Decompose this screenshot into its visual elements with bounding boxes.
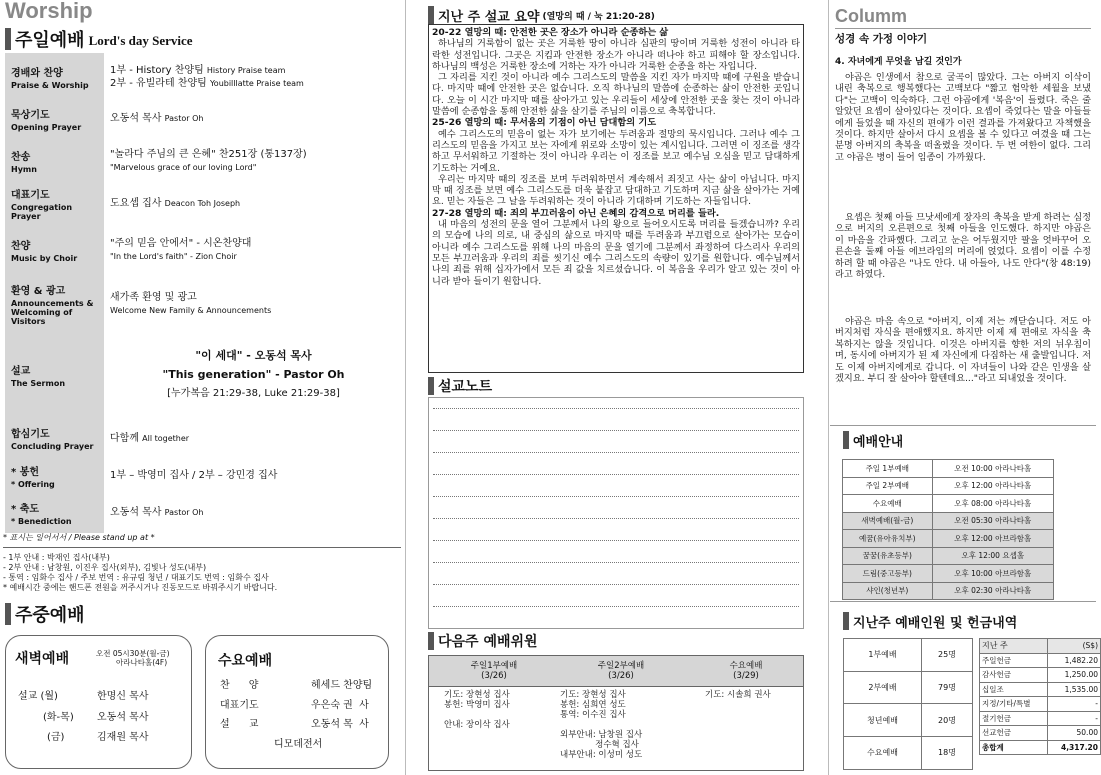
stats-title: 지난주 예배인원 및 헌금내역 <box>853 615 1018 631</box>
schedule-time: 오후 08:00 아라나타홀 <box>932 495 1053 513</box>
service-label-en: Opening Prayer <box>11 122 82 132</box>
stats-area <box>843 638 1098 769</box>
note-rule <box>433 452 799 453</box>
duty-line: 봉헌: 심희연 성도 <box>560 700 626 710</box>
service-value-line <box>110 250 397 263</box>
dawn-day: (화-목) <box>43 712 74 723</box>
duty-col-head: 수요예배 (3/29) <box>729 661 763 681</box>
duty-line: 기도: 시솔희 권사 <box>705 690 771 700</box>
value-english: History Praise team <box>206 65 286 75</box>
service-label <box>5 492 104 533</box>
service-row <box>5 492 403 533</box>
schedule-service: 꿈꿈(유초등부) <box>843 547 933 565</box>
summary-subheading: 20-22 열망의 때: 안전한 곳은 장소가 아니라 순종하는 삶 <box>432 27 669 38</box>
dawn-day: 설교 (월) <box>18 691 58 702</box>
service-label-en: Music by Choir <box>11 253 78 263</box>
note-line: - 통역 : 임화수 집사 / 주보 번역 : 유규림 청년 / 대표기도 번역 : 임화수 집사 <box>3 573 269 582</box>
sunday-service-heading <box>5 27 193 51</box>
service-label-en: Announcements & Welcoming of Visitors <box>11 299 94 326</box>
left-column <box>0 0 404 775</box>
duty-title: 다음주 예배위원 <box>438 634 538 650</box>
wed-role: 대표기도 <box>220 700 259 711</box>
service-value <box>104 223 403 276</box>
duty-line: 외부안내: 남창원 집사 <box>560 730 643 740</box>
service-value-line <box>110 161 397 174</box>
service-label-ko: 대표기도 <box>11 190 50 201</box>
duty-line <box>444 710 510 720</box>
heading-ko: 주일예배 <box>15 30 85 51</box>
attendance-count: 20명 <box>922 704 973 737</box>
service-label-en: Hymn <box>11 164 37 174</box>
weekday-heading <box>5 602 85 626</box>
stand-note: * 표시는 일어서서 / Please stand up at * <box>3 533 155 542</box>
attendance-row <box>844 671 973 704</box>
offering-type: 총합계 <box>980 740 1048 755</box>
schedule-row <box>843 477 1054 495</box>
schedule-service: 예꿈(유아유치부) <box>843 530 933 548</box>
schedule-service: 샤인(청년부) <box>843 582 933 600</box>
worship-title: Worship <box>5 0 93 23</box>
value-text: 2부 - 유빌라테 찬양팀 <box>110 77 210 89</box>
sermon-note-area[interactable] <box>428 397 804 629</box>
offering-type: 감사헌금 <box>980 668 1048 683</box>
duty-table <box>428 655 804 771</box>
offering-table <box>979 638 1101 755</box>
schedule-service: 주일 1부예배 <box>843 460 933 478</box>
service-row <box>5 276 403 332</box>
summary-subheading: 27-28 열망의 때: 죄의 부끄러움이 아닌 은혜의 감격으로 머리를 들라. <box>432 207 720 219</box>
duty-heading <box>428 629 538 653</box>
sermon-scripture: [누가복음 21:29-38, Luke 21:29-38] <box>167 388 340 399</box>
service-row <box>5 53 403 100</box>
sermon-info <box>110 346 397 403</box>
note-rule <box>433 584 799 585</box>
attendance-row <box>844 704 973 737</box>
column-title: Columm <box>835 6 907 26</box>
service-label <box>5 223 104 276</box>
service-value <box>104 100 403 137</box>
schedule-service: 주일 2부예배 <box>843 477 933 495</box>
offering-amount: - <box>1047 697 1100 712</box>
dawn-preacher: 한명신 목사 <box>97 691 149 702</box>
service-label-ko: 환영 & 광고 <box>11 286 66 297</box>
attendance-row <box>844 639 973 672</box>
value-text: "주의 믿음 안에서" - 시온찬양대 <box>110 237 252 249</box>
service-label <box>5 276 104 332</box>
schedule-time: 오전 05:30 아라나타홀 <box>932 512 1053 530</box>
wed-person: 헤세드 찬양팀 <box>311 680 373 691</box>
value-english: Welcome New Family & Announcements <box>110 306 272 315</box>
value-english: Deacon Toh Joseph <box>164 199 241 208</box>
offering-row <box>980 726 1101 741</box>
value-text: 새가족 환영 및 광고 <box>110 292 197 303</box>
schedule-title: 예배안내 <box>853 434 904 450</box>
attendance-service: 1부예배 <box>844 639 922 672</box>
service-value-line <box>110 506 397 519</box>
dawn-service-box <box>5 635 192 769</box>
note-rule <box>433 430 799 431</box>
value-english: Pastor Oh <box>164 508 204 517</box>
service-value <box>104 137 403 184</box>
story-paragraph: 야곱은 인생에서 참으로 굴곡이 많았다. 그는 아버지 이삭이 내린 축복으로 행복했다는 고백보다 "짧고 험악한 세월을 보냈다"는 고백이 익숙하다. 그런 야곱에게 '복음'이 들렸다. 죽은 줄 알았던 요셉이 살아있다는 것이다. 요셉이 죽었다는 말을 아들들에게 들었을 때 자신의 편애가 이런 결과를 가져왔다고 자책했을 것이다. 하지만 살아서 다시 요셉을 볼 수 있다고 여겼을 때 그는 분명 아버지의 축복을 떠올렸을 것이다. 두 번 여한이 없다. 그리고 야곱은 병이 들어 임종이 가까웠다. <box>835 72 1091 163</box>
heading-bar <box>5 28 11 50</box>
schedule-time: 오후 12:00 아라나타홀 <box>932 477 1053 495</box>
service-value-line <box>110 304 397 317</box>
note-line: - 2부 안내 : 남창원, 이진우 집사(외부), 김빛나 성도(내부) <box>3 563 207 572</box>
schedule-time: 오전 10:00 아라나타홀 <box>932 460 1053 478</box>
service-value-line <box>110 197 397 210</box>
middle-column <box>415 0 809 775</box>
heading-bar <box>843 612 849 630</box>
service-value-line <box>110 237 397 250</box>
service-value-line <box>110 469 397 482</box>
service-value-line <box>110 112 397 125</box>
offering-row <box>980 740 1101 755</box>
service-notes <box>3 553 401 593</box>
schedule-service: 수요예배 <box>843 495 933 513</box>
service-value-line <box>110 291 397 304</box>
value-text: 오동석 목사 <box>110 507 165 518</box>
service-label <box>5 332 104 417</box>
duty-line: 내부안내: 이성미 성도 <box>560 750 643 760</box>
summary-paragraph: 예수 그리스도의 믿음이 없는 자가 보기에는 두려움과 절망의 묵시입니다. 그러나 예수 그리스도의 믿음을 가지고 보는 자에게 위로와 소망이 있는 계시입니다. 그러면 이 징조를 생각하고 무서워하고 기절하는 것이 아니라 우리는 이 징조를 보고 예수님 오심을 믿고 담대하게 기도하는 거예요. <box>432 128 800 174</box>
schedule-row <box>843 495 1054 513</box>
attendance-count: 18명 <box>922 737 973 770</box>
value-text: 오동석 목사 <box>110 113 165 124</box>
service-value-line <box>110 77 397 90</box>
offering-amount: 50.00 <box>1047 726 1100 741</box>
schedule-row <box>843 530 1054 548</box>
service-label-ko: 설교 <box>11 365 31 377</box>
heading-bar <box>5 603 11 625</box>
service-row <box>5 459 403 492</box>
heading-bar <box>428 6 434 24</box>
heading-bar <box>843 431 849 449</box>
schedule-service: 새벽예배(월-금) <box>843 512 933 530</box>
summary-subtitle: (열망의 때 / 눅 21:20-28) <box>542 11 655 22</box>
dawn-preacher: 오동석 목사 <box>97 712 149 723</box>
schedule-time: 오후 10:00 아브라함홀 <box>932 565 1053 583</box>
summary-subheading: 25-26 열망의 때: 무서움의 기점이 아닌 담대함의 기도 <box>432 117 657 129</box>
value-english: "In the Lord's faith" - Zion Choir <box>110 251 237 261</box>
service-label-en: * Offering <box>11 479 55 489</box>
sermon-summary <box>428 24 804 373</box>
value-text: 도요셉 집사 <box>110 198 165 209</box>
column-divider <box>828 0 829 775</box>
offering-header-label: 지난 주 <box>980 639 1048 654</box>
service-value-line <box>110 148 397 161</box>
duty-line <box>560 720 642 730</box>
schedule-row <box>843 582 1054 600</box>
schedule-service: 드림(중고등부) <box>843 565 933 583</box>
service-label-en: Praise & Worship <box>11 80 89 90</box>
service-row <box>5 100 403 137</box>
note-rule <box>433 606 799 607</box>
sermon-title-ko: "이 세대" - 오동석 목사 <box>195 349 312 362</box>
order-of-service <box>5 53 403 533</box>
service-label <box>5 417 104 459</box>
service-value-line <box>110 432 397 445</box>
service-label-en: * Benediction <box>11 516 72 526</box>
wed-scripture: 디모데전서 <box>274 739 323 750</box>
service-row <box>5 332 403 417</box>
attendance-service: 수요예배 <box>844 737 922 770</box>
schedule-row <box>843 460 1054 478</box>
service-value <box>104 417 403 459</box>
offering-type: 지정/기타/특별 <box>980 697 1048 712</box>
story-paragraph: 요셉은 첫째 아들 므낫세에게 장자의 축복을 받게 하려는 심정으로 버지의 오른편으로 첫째 아들을 인도했다. 하지만 야곱은 이 마음을 간파했다. 그리고 눈은 어두웠지만 팔을 엇바꾸어 오른손을 둘째 아들 에브라임의 머리에 얹었다. 요셉이 이를 수정하려 할 때 야곱은 "나도 안다. 내 아들아, 나도 안다"(창 48:19)라고 하였다. <box>835 212 1091 281</box>
note-line: - 1부 안내 : 박재인 집사(내부) <box>3 553 110 562</box>
dawn-preacher: 김재원 목사 <box>97 732 149 743</box>
schedule-time: 오후 02:30 아라나타홀 <box>932 582 1053 600</box>
offering-type: 주일헌금 <box>980 653 1048 668</box>
service-value <box>104 332 403 417</box>
service-label-ko: * 봉헌 <box>11 466 40 478</box>
heading-bar <box>428 632 434 650</box>
schedule-time: 오후 12:00 요셉홀 <box>932 547 1053 565</box>
duty-line: 봉헌: 박영미 집사 <box>444 700 510 710</box>
summary-paragraph: 우리는 마지막 때의 징조를 보며 두려워하면서 계속해서 죄짓고 사는 삶이 아닙니다. 마지막 때 징조를 보면 예수 그리스도를 더욱 붙잡고 담대하고 기도하며 지금 삶을 살아가는 거예요. 믿는 자들은 그 날을 두려워하는 것이 아니라 기대하며 기도하는 자들입니다. <box>432 173 800 208</box>
attendance-table <box>843 638 973 770</box>
duty-col-2 <box>560 690 642 760</box>
dawn-title: 새벽예배 <box>15 651 70 667</box>
service-label <box>5 137 104 184</box>
value-english: Youbilllatte Praise team <box>209 78 304 88</box>
summary-paragraph: 하나님의 거룩함이 없는 곳은 거룩한 땅이 아니라 심판의 땅이며 거룩한 성전이 아니라 타락한 성전입니다. 그곳은 지킴과 안전한 장소가 아니라 떠나야 하고 피해야 할 장소입니다. 하나님의 백성은 거룩한 장소에 거하는 자가 아니라 거룩한 순종을 하는 자입니다. <box>432 38 800 72</box>
duty-line: 기도: 장현성 집사 <box>444 690 510 700</box>
value-text: 1부 – 박영미 집사 / 2부 – 강민경 집사 <box>110 470 278 481</box>
story-paragraph: 야곱은 마음 속으로 "아버지, 이제 저는 깨닫습니다. 저도 아버지처럼 자식을 편애했지요. 하지만 이제 제 편애로 자식을 축복하지는 않을 것입니다. 이것은 아버지를 향한 저의 뉘우침이며, 동시에 아버지가 된 제 자신에게 다짐하는 새 출발입니다. 저도 이제 아버지에게로 갑니다. 이 자녀들이 나와 같은 인생을 살겠지요. 부디 잘 살아야 할텐데요..."라고 되내었을 것이다. <box>835 316 1091 385</box>
wednesday-service-box <box>205 635 389 769</box>
value-text: 1부 - History 찬양팀 <box>110 64 207 76</box>
service-label-ko: 합심기도 <box>11 429 50 440</box>
offering-row <box>980 653 1101 668</box>
value-english: "Marvelous grace of our loving Lord" <box>110 162 257 172</box>
attendance-count: 79명 <box>922 671 973 704</box>
note-rule <box>433 408 799 409</box>
service-label-ko: 찬송 <box>11 151 31 163</box>
offering-row <box>980 668 1101 683</box>
service-label-ko: 묵상기도 <box>11 109 50 121</box>
wed-title: 수요예배 <box>218 653 273 669</box>
service-value <box>104 492 403 533</box>
dawn-day: (금) <box>47 732 65 743</box>
duty-col-head: 주일1부예배 (3/26) <box>470 661 518 681</box>
schedule-table <box>842 459 1054 600</box>
duty-col-head: 주일2부예배 (3/26) <box>597 661 645 681</box>
duty-line: 통역: 이수진 집사 <box>560 710 626 720</box>
service-label-ko: 경배와 찬양 <box>11 67 63 79</box>
divider <box>830 601 1096 602</box>
dawn-time: 오전 05시30분(월-금) <box>96 649 170 658</box>
value-english: Pastor Oh <box>164 114 204 123</box>
service-row <box>5 184 403 223</box>
service-value <box>104 459 403 492</box>
wed-person: 오동석 목 사 <box>311 719 369 730</box>
value-text: "놀라다 주님의 큰 은혜" 찬251장 (통137장) <box>110 148 307 160</box>
offering-amount: - <box>1047 711 1100 726</box>
service-label <box>5 184 104 223</box>
summary-title: 지난 주 설교 요약 <box>438 9 540 25</box>
divider <box>3 547 401 548</box>
right-column <box>830 0 1096 775</box>
service-label <box>5 53 104 100</box>
offering-type: 절기헌금 <box>980 711 1048 726</box>
service-label-ko: 찬양 <box>11 240 31 252</box>
wed-role: 찬 양 <box>220 680 259 691</box>
note-rule <box>433 474 799 475</box>
service-label <box>5 100 104 137</box>
duty-col-1 <box>444 690 510 730</box>
heading-bar <box>428 377 434 395</box>
offering-type: 선교헌금 <box>980 726 1048 741</box>
service-label <box>5 459 104 492</box>
column-divider <box>405 0 406 775</box>
summary-paragraph: 내 마음의 성전의 문을 열어 그분께서 나의 왕으로 들어오시도록 머리를 들겠습니까? 우리의 모습에 나의 의로, 내 중심의 삶으로 마지막 때를 두려움과 부끄럼으로 살아가는 모습이 아니라 예수 그리스도를 위해 나의 마음의 문을 열기에 그분께서 좌정하여 다스리사 우리의 모든 부끄러움과 우리의 죄를 씻기신 예수 그리스도의 속량이 있기를 원합니다. 예수님께서 나의 죄를 위해 십자가에서 모든 죄 값을 치르셨습니다. 이 복음을 우리가 알고 있는 것이 아니라 받아 들이기 원합니다. <box>432 219 800 287</box>
divider <box>830 425 1096 426</box>
heading-en: Lord's day Service <box>88 32 193 48</box>
offering-row <box>980 682 1101 697</box>
story-title: 성경 속 가정 이야기 <box>835 33 928 45</box>
service-label-en: Congregation Prayer <box>11 203 73 221</box>
attendance-row <box>844 737 973 770</box>
service-label-en: Concluding Prayer <box>11 442 94 451</box>
wed-person: 우은숙 권 사 <box>311 700 369 711</box>
offering-row <box>980 697 1101 712</box>
service-label-ko: * 축도 <box>11 503 40 515</box>
sermon-title-en: "This generation" - Pastor Oh <box>162 368 345 381</box>
service-value <box>104 184 403 223</box>
notes-heading <box>428 374 492 398</box>
service-row <box>5 417 403 459</box>
note-rule <box>433 540 799 541</box>
schedule-heading <box>843 428 903 452</box>
service-row <box>5 137 403 184</box>
service-value-line <box>110 64 397 77</box>
duty-col-3 <box>705 690 771 700</box>
duty-line: 기도: 장현성 집사 <box>560 690 626 700</box>
service-row <box>5 223 403 276</box>
offering-amount: 1,250.00 <box>1047 668 1100 683</box>
wed-role: 설 교 <box>220 719 259 730</box>
attendance-count: 25명 <box>922 639 973 672</box>
attendance-service: 청년예배 <box>844 704 922 737</box>
offering-amount: 1,482.20 <box>1047 653 1100 668</box>
note-rule <box>433 496 799 497</box>
stats-heading <box>843 609 1017 633</box>
note-rule <box>433 562 799 563</box>
service-label-en: The Sermon <box>11 378 66 388</box>
schedule-row <box>843 512 1054 530</box>
value-english: All together <box>142 433 190 443</box>
value-text: 다함께 <box>110 432 143 444</box>
offering-type: 십일조 <box>980 682 1048 697</box>
divider <box>835 28 1091 29</box>
notes-title: 설교노트 <box>438 379 493 395</box>
offering-amount: 1,535.00 <box>1047 682 1100 697</box>
schedule-time: 오후 12:00 아브라함홀 <box>932 530 1053 548</box>
story-subtitle: 4. 자녀에게 무엇을 남길 것인가 <box>835 57 962 67</box>
offering-header <box>980 639 1101 654</box>
heading-ko: 주중예배 <box>15 605 85 626</box>
duty-line: 안내: 장이삭 집사 <box>444 720 510 730</box>
dawn-place: 아라나타홀(4F) <box>116 658 168 667</box>
duty-line: 정수혁 집사 <box>560 740 639 750</box>
summary-paragraph: 그 자리를 지킨 것이 아니라 예수 그리스도의 말씀을 지킨 자가 마지막 때에 구원을 받습니다. 마지막 때에 안전한 곳은 없습니다. 오직 하나님의 말씀에 순종하는 삶이 안전한 곳입니다. 오늘 이 시간 마지막 때를 살아가고 있는 우리들이 세상에 안전한 곳을 찾는 것이 아니라 말씀에 순종함을 통해 안전한 삶을 살기를 주님의 이름으로 축복합니다. <box>432 72 800 118</box>
note-rule <box>433 518 799 519</box>
schedule-row <box>843 547 1054 565</box>
attendance-service: 2부예배 <box>844 671 922 704</box>
offering-row <box>980 711 1101 726</box>
service-value <box>104 276 403 332</box>
offering-amount: 4,317.20 <box>1047 740 1100 755</box>
service-value <box>104 53 403 100</box>
offering-header-unit: (S$) <box>1047 639 1100 654</box>
schedule-row <box>843 565 1054 583</box>
note-line: * 예배시간 중에는 핸드폰 전원을 꺼주시거나 진동모드로 바꿔주시기 바랍니다. <box>3 583 278 592</box>
